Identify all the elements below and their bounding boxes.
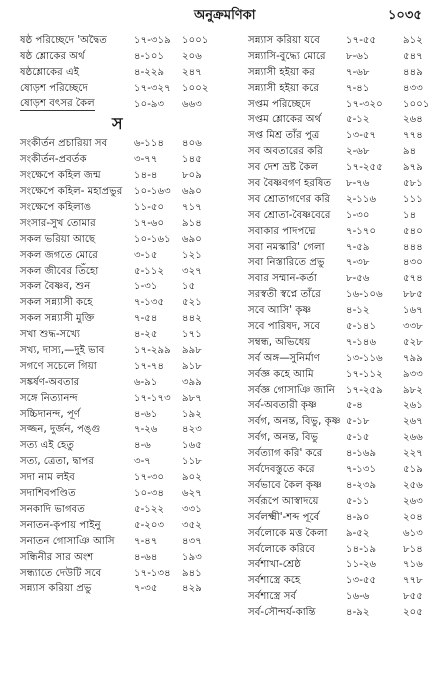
entry-reference: ৯-৫২ xyxy=(346,527,370,539)
entry-page: ৪৩৭ xyxy=(182,535,202,547)
index-entry xyxy=(232,176,433,192)
index-entry xyxy=(4,550,209,566)
index-entry xyxy=(232,65,433,81)
entry-page: ৯৮৭ xyxy=(182,392,202,404)
entry-reference: ২-১১৬ xyxy=(346,193,377,205)
entry-reference: ৫-১১২ xyxy=(134,265,165,277)
entry-page: ৫৭৪ xyxy=(403,273,423,285)
index-entry xyxy=(232,414,433,430)
index-entry xyxy=(232,494,433,510)
entry-text: ষষ্ঠ পরিচ্ছেদে 'অদ্বৈত xyxy=(20,35,107,46)
entry-page: ৬৬৩ xyxy=(182,98,202,110)
index-entry xyxy=(4,33,209,49)
index-entry xyxy=(4,49,209,65)
entry-page: ২০৬ xyxy=(182,50,202,62)
entry-page: ১৯২ xyxy=(182,408,202,420)
entry-text: সর্বজ্ঞ কহে আমি xyxy=(248,368,314,380)
entry-text: সর্বরূপে আস্বাদয়ে xyxy=(248,495,319,507)
index-entry xyxy=(232,383,433,399)
index-entry xyxy=(4,375,209,391)
entry-page: ৬৯০ xyxy=(182,233,202,245)
entry-page: ৭১৭ xyxy=(182,202,202,214)
entry-reference: ১০-৯৩ xyxy=(134,98,165,110)
index-entry xyxy=(4,200,209,216)
entry-text: সনাতন-কৃপায় পাইনু xyxy=(20,519,101,531)
index-entry xyxy=(232,526,433,542)
entry-reference: ৭-৩৫ xyxy=(134,583,158,595)
section-letter: স xyxy=(112,114,123,134)
entry-reference: ১৭-১৭৩ xyxy=(134,392,171,404)
index-entry xyxy=(4,454,209,470)
entry-reference: ১৭-৩০ xyxy=(134,472,165,484)
entry-page: ৯৪ xyxy=(403,146,417,158)
index-entry xyxy=(4,152,209,168)
index-entry xyxy=(4,168,209,184)
index-entry xyxy=(232,573,433,589)
entry-reference: ১৩-৫৫ xyxy=(346,575,377,587)
index-entry xyxy=(232,605,433,621)
entry-reference: ১৭-৩২০ xyxy=(346,98,383,110)
index-entry xyxy=(4,470,209,486)
entry-text: সপ্ত মিশ্র তাঁর পুত্র xyxy=(248,130,320,142)
index-entry xyxy=(4,391,209,407)
entry-text: সর্বশাখা-শ্রেষ্ঠ xyxy=(248,559,301,571)
entry-reference: ৬-১১৪ xyxy=(134,138,165,150)
entry-page: ৫২১ xyxy=(182,297,202,309)
index-entry xyxy=(232,303,433,319)
index-entry xyxy=(4,248,209,264)
index-entry xyxy=(232,510,433,526)
entry-page: ২৬৩ xyxy=(403,495,423,507)
entry-reference: ৪-৬৪ xyxy=(134,551,158,563)
entry-reference: ৩-৭৭ xyxy=(134,154,158,166)
entry-reference: ৪-২২৯ xyxy=(134,66,165,78)
entry-text: সম্বন্ধ, অভিধেয় xyxy=(248,336,311,348)
entry-text: সনকাদি ভাগবত xyxy=(20,503,85,515)
entry-reference: ৭-৬৮ xyxy=(346,66,370,78)
index-entry xyxy=(232,446,433,462)
index-entry xyxy=(4,359,209,375)
entry-reference: ১৭-২৫৫ xyxy=(346,162,383,174)
index-entry xyxy=(4,232,209,248)
entry-page: ১২১ xyxy=(182,249,202,261)
entry-reference: ৪-৬১ xyxy=(134,408,158,420)
index-entry xyxy=(232,112,433,128)
entry-page: ২০৫ xyxy=(403,607,423,619)
entry-text: সপ্তম পরিচ্ছেদে xyxy=(248,98,311,110)
entry-text: সবার সম্মান-কর্তা xyxy=(248,273,317,285)
entry-reference: ১৭-২৫৯ xyxy=(346,384,383,396)
entry-text: সকল জীবের তিঁহো xyxy=(20,265,99,277)
index-entry xyxy=(232,271,433,287)
entry-reference: ৭-১৪৬ xyxy=(346,336,377,348)
entry-page: ৭৯৯ xyxy=(403,352,423,364)
entry-text: সংকীর্তন প্রচারিয়া সব xyxy=(20,138,108,150)
entry-reference: ৬-৯১ xyxy=(134,376,158,388)
entry-text: সর্ব-সৌন্দর্য-কান্তি xyxy=(248,607,316,619)
index-entry xyxy=(232,81,433,97)
entry-reference: ১৭-২৯৯ xyxy=(134,345,171,357)
entry-page: ৯৪১ xyxy=(182,567,202,579)
entry-text: সব শ্রোতাগণের করি xyxy=(248,193,331,205)
entry-text: সচ্চিদানন্দ, পূর্ণ xyxy=(20,408,80,420)
entry-text: সরস্বতী স্বপ্নে তাঁরে xyxy=(248,289,321,301)
entry-reference: ১১-২৬ xyxy=(346,559,377,571)
entry-text: সদা নাম লইব xyxy=(20,472,75,484)
entry-page: ৮১৪ xyxy=(403,543,423,555)
entry-text: সংক্ষেপে কহিল- মহাপ্রভুর xyxy=(20,186,123,198)
index-entry xyxy=(4,343,209,359)
index-entry xyxy=(232,287,433,303)
entry-reference: ১৩-৫৭ xyxy=(346,130,377,142)
index-entry xyxy=(4,502,209,518)
entry-reference: ১০-১৬৩ xyxy=(134,186,171,198)
index-entry xyxy=(232,367,433,383)
entry-page: ৯৯৮ xyxy=(182,345,202,357)
entry-text: সর্বভাবে কৈল কৃষ্ণ xyxy=(248,479,323,491)
index-entry xyxy=(232,240,433,256)
entry-page: ১৪ xyxy=(403,209,417,221)
entry-page: ১৯৩ xyxy=(182,551,202,563)
entry-page: ৫১৯ xyxy=(403,464,423,476)
index-entry xyxy=(4,407,209,423)
entry-reference: ৫-১৮ xyxy=(346,416,370,428)
entry-page: ৭১৬ xyxy=(403,559,423,571)
entry-text: সকল ভরিয়া আছে xyxy=(20,233,96,245)
entry-reference: ৪-৬ xyxy=(134,440,151,452)
entry-text: সন্ন্যাসী হইয়া কর xyxy=(248,66,315,78)
index-entry xyxy=(232,319,433,335)
entry-page: ১৫ xyxy=(182,281,196,293)
entry-reference: ৫-২০৩ xyxy=(134,519,165,531)
entry-page: ৪৪৯ xyxy=(403,66,423,78)
index-entry xyxy=(232,351,433,367)
entry-reference: ৭-১৭০ xyxy=(346,225,377,237)
entry-page: ১১১ xyxy=(403,193,423,205)
entry-page: ৭৭৪ xyxy=(403,130,423,142)
entry-text: সবে আসি' কৃষ্ণ xyxy=(248,305,312,317)
entry-reference: ৪-১৬৯ xyxy=(346,448,377,460)
entry-page: ৩৯৯ xyxy=(182,376,202,388)
entry-page: ৫৪০ xyxy=(403,225,423,237)
index-entry xyxy=(4,184,209,200)
entry-text: সর্বলোকে মত্ত কৈলা xyxy=(248,527,328,539)
entry-text: সকল জগতে মোরে xyxy=(20,249,98,261)
entry-text: সবা নিস্তারিতে প্রভু xyxy=(248,257,325,269)
entry-page: ৯৮২ xyxy=(403,384,423,396)
entry-reference: ৪-২৫ xyxy=(134,329,158,341)
page-number: ১০৩৫ xyxy=(388,8,422,23)
index-entry xyxy=(232,557,433,573)
entry-page: ২৪৭ xyxy=(182,66,202,78)
entry-reference: ৪-৯২ xyxy=(346,607,370,619)
entry-text: সদাশিবপণ্ডিত xyxy=(20,488,76,500)
entry-text: সবা নমস্কারি' গেলা xyxy=(248,241,325,253)
entry-text: সপ্তম শ্লোকের অর্থ xyxy=(248,114,322,126)
index-entry xyxy=(232,144,433,160)
entry-page: ২৬১ xyxy=(403,400,423,412)
section-heading xyxy=(4,112,209,136)
entry-text: সকল বৈষ্ণব, শুন xyxy=(20,281,91,293)
entry-text: সন্ধ্যাতে দেউটি সবে xyxy=(20,567,102,579)
entry-text: সব শ্রোতা-বৈষ্ণবেরে xyxy=(248,209,331,221)
entry-text: ষোড়শ বৎসর কৈল xyxy=(20,97,95,109)
index-entry xyxy=(4,311,209,327)
entry-page: ৪৪২ xyxy=(182,313,202,325)
entry-reference: ৩-৭ xyxy=(134,456,151,468)
entry-text: সকল সন্ন্যাসী মুক্তি xyxy=(20,313,95,325)
entry-reference: ১৭-৫৫ xyxy=(346,35,377,46)
entry-page: ১৪৫ xyxy=(182,154,202,166)
entry-reference: ১৭-৬০ xyxy=(134,217,165,229)
entry-text: সন্ন্যাসি-বুদ্ধ্যে মোরে xyxy=(248,50,326,62)
entry-text: সঙ্কর্ষণ-অবতার xyxy=(20,376,80,388)
index-entry xyxy=(232,224,433,240)
entry-page: ৬৯০ xyxy=(182,186,202,198)
entry-page: ১০০১ xyxy=(182,35,209,46)
index-entry xyxy=(232,208,433,224)
entry-page: ৮৮৫ xyxy=(403,289,423,301)
entry-page: ৩৫২ xyxy=(182,519,202,531)
entry-page: ৫২৮ xyxy=(403,336,423,348)
entry-text: সর্বশাস্ত্রে কহে xyxy=(248,575,301,587)
entry-reference: ৮-৭৬ xyxy=(346,178,370,190)
entry-reference: ২-৬৮ xyxy=(346,146,370,158)
entry-reference: ১-৩১ xyxy=(134,281,158,293)
entry-reference: ১০-১৬১ xyxy=(134,233,171,245)
entry-page: ৯৭৯ xyxy=(403,162,423,174)
entry-reference: ৫-১২২ xyxy=(134,503,165,515)
entry-reference: ৭-৪৭ xyxy=(134,535,158,547)
index-entry xyxy=(4,327,209,343)
entry-page: ৯১৪ xyxy=(182,217,202,229)
entry-page: ২৬৭ xyxy=(403,416,423,428)
entry-text: সব দেশ ভ্রষ্ট কৈল xyxy=(248,162,319,174)
entry-reference: ১-৩০ xyxy=(346,209,370,221)
entry-reference: ৩-১৫ xyxy=(134,249,158,261)
entry-reference: ৫-১৪১ xyxy=(346,321,377,333)
entry-text: সগণে সচেলে গিয়া xyxy=(20,360,97,372)
entry-text: সব বৈষ্ণবগণ হরষিত xyxy=(248,178,332,190)
entry-reference: ৪-১০১ xyxy=(134,50,165,62)
entry-page: ৬১৩ xyxy=(403,527,423,539)
entry-text: সংকীর্তন-প্রবর্তক xyxy=(20,154,87,166)
entry-reference: ৫-৪ xyxy=(346,400,363,412)
entry-reference: ৮-৫৬ xyxy=(346,273,370,285)
entry-text: সন্ন্যাস করিয়া প্রভু xyxy=(20,583,92,595)
entry-reference: ৭-১৩১ xyxy=(346,464,377,476)
entry-page: ১০০২ xyxy=(182,82,209,94)
entry-page: ২৬৪ xyxy=(403,114,423,126)
entry-reference: ১৭-৭৪ xyxy=(134,360,165,372)
entry-reference: ৪-২৩৯ xyxy=(346,479,377,491)
entry-page: ৫৮১ xyxy=(403,178,423,190)
index-entry xyxy=(232,192,433,208)
index-entry xyxy=(4,97,209,113)
entry-text: সকল সন্ন্যাসী কহে xyxy=(20,297,93,309)
entry-reference: ১৬-৬ xyxy=(346,591,370,603)
entry-text: সবাকার পাদপদ্মে xyxy=(248,225,316,237)
entry-page: ১৬৫ xyxy=(182,440,202,452)
index-entry xyxy=(232,33,433,49)
index-entry xyxy=(232,430,433,446)
entry-reference: ১৪-৪ xyxy=(134,170,158,182)
entry-text: সংক্ষেপে কহিল জন্ম xyxy=(20,170,101,182)
index-entry xyxy=(4,65,209,81)
entry-text: সন্ন্যাসী হইয়া করে xyxy=(248,82,320,94)
entry-text: সর্ব অঙ্গ—সুনির্মাণ xyxy=(248,352,320,364)
index-entry xyxy=(4,81,209,97)
entry-text: সত্য এই হেতু xyxy=(20,440,74,452)
entry-page: ১০০১ xyxy=(403,98,430,110)
entry-text: সর্বশাস্ত্রে সর্ব xyxy=(248,591,297,603)
entry-reference: ৭-৫৯ xyxy=(346,241,370,253)
entry-reference: ১০-৩৪ xyxy=(134,488,165,500)
entry-page: ৯৩৩ xyxy=(403,368,423,380)
index-entry xyxy=(232,160,433,176)
entry-text: সনাতন গোসাঞি আসি xyxy=(20,535,115,547)
entry-page: ১৭১ xyxy=(182,329,202,341)
entry-text: সন্ধিনীর সার অংশ xyxy=(20,551,94,563)
entry-page: ৪২৩ xyxy=(182,424,202,436)
entry-text: সর্বলক্ষ্মী'-শব্দ পূর্বে xyxy=(248,511,320,523)
entry-text: ষষ্ঠ শ্লোকের অর্থ xyxy=(20,50,85,62)
entry-reference: ১১-৫০ xyxy=(134,202,165,214)
index-entry xyxy=(232,478,433,494)
entry-reference: ৫-১২ xyxy=(346,114,370,126)
entry-text: সর্ব-অবতারী কৃষ্ণ xyxy=(248,400,317,412)
entry-text: ষোড়শ পরিচ্ছেদে xyxy=(20,82,88,94)
entry-page: ৪৪৪ xyxy=(403,241,423,253)
entry-page: ৪০৬ xyxy=(182,138,202,150)
entry-text: সর্বজ্ঞ গোসাঞি জানি xyxy=(248,384,335,396)
page-title: অনুক্রমণিকা xyxy=(194,8,256,23)
entry-text: সন্ন্যাস করিয়া যবে xyxy=(248,35,320,46)
index-entry xyxy=(232,255,433,271)
entry-text: সবে পারিষদ, সবে xyxy=(248,321,321,333)
entry-text: সত্য, ত্রেতা, দ্বাপর xyxy=(20,456,95,468)
entry-page: ৪৩০ xyxy=(403,257,423,269)
index-entry xyxy=(232,128,433,144)
index-entry xyxy=(232,335,433,351)
entry-text: সখ্য, দাস্য,—দুই ভাব xyxy=(20,345,105,357)
entry-reference: ৭-৪১ xyxy=(346,82,370,94)
entry-page: ২২৭ xyxy=(403,448,423,460)
index-entry xyxy=(4,566,209,582)
index-entry xyxy=(232,589,433,605)
entry-reference: ৪-১২ xyxy=(346,305,370,317)
entry-page: ১৬৭ xyxy=(403,305,423,317)
entry-reference: ১৪-১৯ xyxy=(346,543,377,555)
entry-page: ৪২৯ xyxy=(182,583,202,595)
entry-page: ৯০২ xyxy=(182,472,202,484)
index-entry xyxy=(232,97,433,113)
index-entry xyxy=(4,534,209,550)
page-header xyxy=(0,2,437,28)
entry-text: সংক্ষেপে কহিলাঙ xyxy=(20,202,92,214)
entry-page: ২৬৬ xyxy=(403,432,423,444)
index-entry xyxy=(4,422,209,438)
index-entry xyxy=(4,136,209,152)
index-entry xyxy=(4,295,209,311)
index-entry xyxy=(4,438,209,454)
entry-reference: ৭-১৩৫ xyxy=(134,297,165,309)
entry-page: ৯১২ xyxy=(403,35,423,46)
entry-reference: ৫-১৫ xyxy=(346,432,370,444)
entry-text: সব অবতারের করি xyxy=(248,146,323,158)
entry-text: সর্বত্যাগ করি' করে xyxy=(248,448,323,460)
entry-text: সঙ্গে নিত্যানন্দ xyxy=(20,392,78,404)
index-entry xyxy=(232,49,433,65)
entry-reference: ৭-৩৮ xyxy=(346,257,370,269)
entry-text: সর্বগ, অনন্ত, বিভু xyxy=(248,432,319,444)
entry-text: সখা শুদ্ধ-সখ্যে xyxy=(20,329,80,341)
entry-reference: ৮-৬১ xyxy=(346,50,370,62)
entry-page: ৯১৮ xyxy=(182,360,202,372)
entry-reference: ৫-১১ xyxy=(346,495,370,507)
index-entry xyxy=(4,486,209,502)
entry-reference: ১৩-১১৬ xyxy=(346,352,383,364)
entry-reference: ১৭-৩১৯ xyxy=(134,35,171,46)
entry-reference: ১৭-১৩৪ xyxy=(134,567,171,579)
entry-text: সর্বগ, অনন্ত, বিভু, কৃষ্ণ xyxy=(248,416,341,428)
index-entry xyxy=(4,216,209,232)
entry-page: ৩২৭ xyxy=(182,265,202,277)
index-entry xyxy=(4,581,209,597)
entry-page: ১১৮ xyxy=(182,456,202,468)
index-entry xyxy=(232,462,433,478)
entry-page: ৩৩১ xyxy=(182,503,202,515)
index-entry xyxy=(232,398,433,414)
entry-page: ৪৩৩ xyxy=(403,82,423,94)
entry-reference: ৪-৯০ xyxy=(346,511,370,523)
entry-page: ২০৪ xyxy=(403,511,423,523)
index-entry xyxy=(4,518,209,534)
entry-text: সংসার-সুখ তোমার xyxy=(20,217,96,229)
entry-reference: ৭-২৬ xyxy=(134,424,158,436)
entry-page: ৮০৯ xyxy=(182,170,202,182)
right-column xyxy=(232,33,433,621)
entry-reference: ১৭-১১২ xyxy=(346,368,383,380)
entry-reference: ১৭-৩২৭ xyxy=(134,82,171,94)
entry-text: সর্বদেবস্তুতে করে xyxy=(248,464,315,476)
entry-page: ২৫৬ xyxy=(403,479,423,491)
left-column xyxy=(4,33,209,597)
index-entry xyxy=(4,264,209,280)
entry-text: ষষ্ঠশ্লোকের এই xyxy=(20,66,80,78)
entry-page: ৩৩৮ xyxy=(403,321,423,333)
entry-reference: ৭-৫৪ xyxy=(134,313,158,325)
index-entry xyxy=(4,279,209,295)
entry-text: সর্বলোকে করিবে xyxy=(248,543,315,555)
entry-text: সজ্জন, দুর্জন, পঙ্গু xyxy=(20,424,101,436)
entry-page: ৫৪৭ xyxy=(403,50,423,62)
entry-page: ৮৫৫ xyxy=(403,591,423,603)
index-entry xyxy=(232,542,433,558)
entry-reference: ১৬-১০৬ xyxy=(346,289,383,301)
entry-page: ৭৭৮ xyxy=(403,575,423,587)
entry-page: ৬২৭ xyxy=(182,488,202,500)
